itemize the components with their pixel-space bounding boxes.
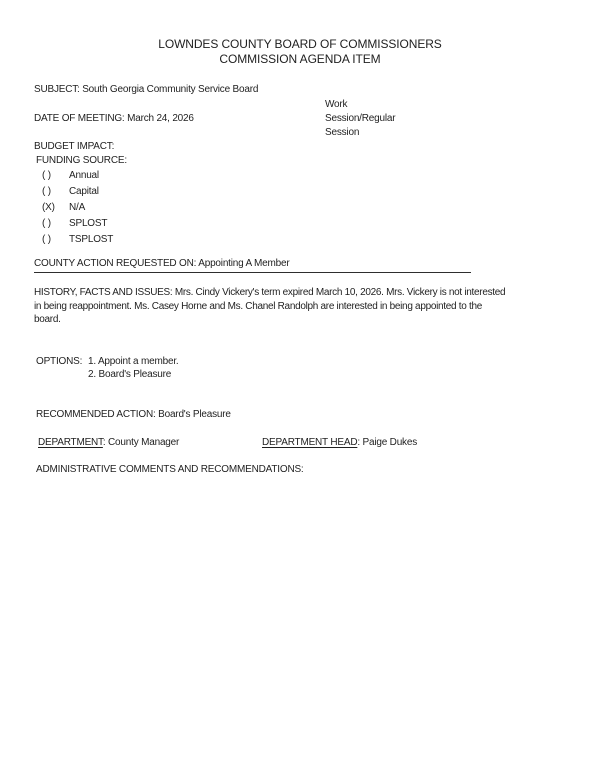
subject-line: SUBJECT: South Georgia Community Service Board: [34, 84, 259, 95]
funding-option-label: SPLOST: [69, 218, 108, 229]
department-label: DEPARTMENT: [38, 437, 103, 448]
department-line: [38, 437, 179, 448]
session-type-line2: Session/Regular: [325, 113, 396, 124]
option-item-1: 1. Appoint a member.: [88, 356, 179, 367]
history-facts-issues-paragraph: [34, 287, 505, 328]
funding-option-annual: [42, 170, 113, 186]
document-title-line1: LOWNDES COUNTY BOARD OF COMMISSIONERS: [158, 37, 442, 51]
funding-options-list: [42, 170, 113, 250]
funding-option-na: [42, 202, 113, 218]
funding-option-capital: [42, 186, 113, 202]
checkbox-capital: ( ): [42, 186, 51, 197]
administrative-comments-line: ADMINISTRATIVE COMMENTS AND RECOMMENDATIONS:: [36, 464, 304, 475]
funding-option-tsplost: [42, 234, 113, 250]
checkbox-splost: ( ): [42, 218, 51, 229]
history-line: in being reappointment. Ms. Casey Horne and Ms. Chanel Randolph are interested in being appointed to the: [34, 300, 482, 312]
options-label: OPTIONS:: [36, 356, 83, 367]
session-type-line1: Work: [325, 99, 348, 110]
checkbox-annual: ( ): [42, 170, 51, 181]
funding-option-label: TSPLOST: [69, 234, 114, 245]
budget-impact-label: BUDGET IMPACT:: [34, 141, 115, 152]
funding-option-label: N/A: [69, 202, 86, 213]
county-action-requested-line: COUNTY ACTION REQUESTED ON: Appointing A Member: [34, 258, 471, 273]
department-head-label: DEPARTMENT HEAD: [262, 437, 358, 448]
checkbox-na-checked: (X): [42, 202, 55, 213]
session-type-line3: Session: [325, 127, 360, 138]
history-line: board.: [34, 314, 61, 326]
funding-option-label: Capital: [69, 186, 99, 197]
document-title-line2: COMMISSION AGENDA ITEM: [219, 52, 381, 66]
history-line: HISTORY, FACTS AND ISSUES: Mrs. Cindy Vickery's term expired March 10, 2026. Mrs. Vickery is not interested: [34, 287, 506, 298]
department-value: : County Manager: [102, 437, 180, 448]
option-item-2: 2. Board's Pleasure: [88, 369, 172, 380]
recommended-action-line: RECOMMENDED ACTION: Board's Pleasure: [36, 409, 231, 420]
checkbox-tsplost: ( ): [42, 234, 51, 245]
funding-source-label: FUNDING SOURCE:: [36, 155, 127, 166]
funding-option-splost: [42, 218, 113, 234]
department-head-line: [262, 437, 417, 448]
department-head-value: : Paige Dukes: [357, 437, 418, 448]
funding-option-label: Annual: [69, 170, 99, 181]
date-of-meeting-line: DATE OF MEETING: March 24, 2026: [34, 113, 194, 124]
